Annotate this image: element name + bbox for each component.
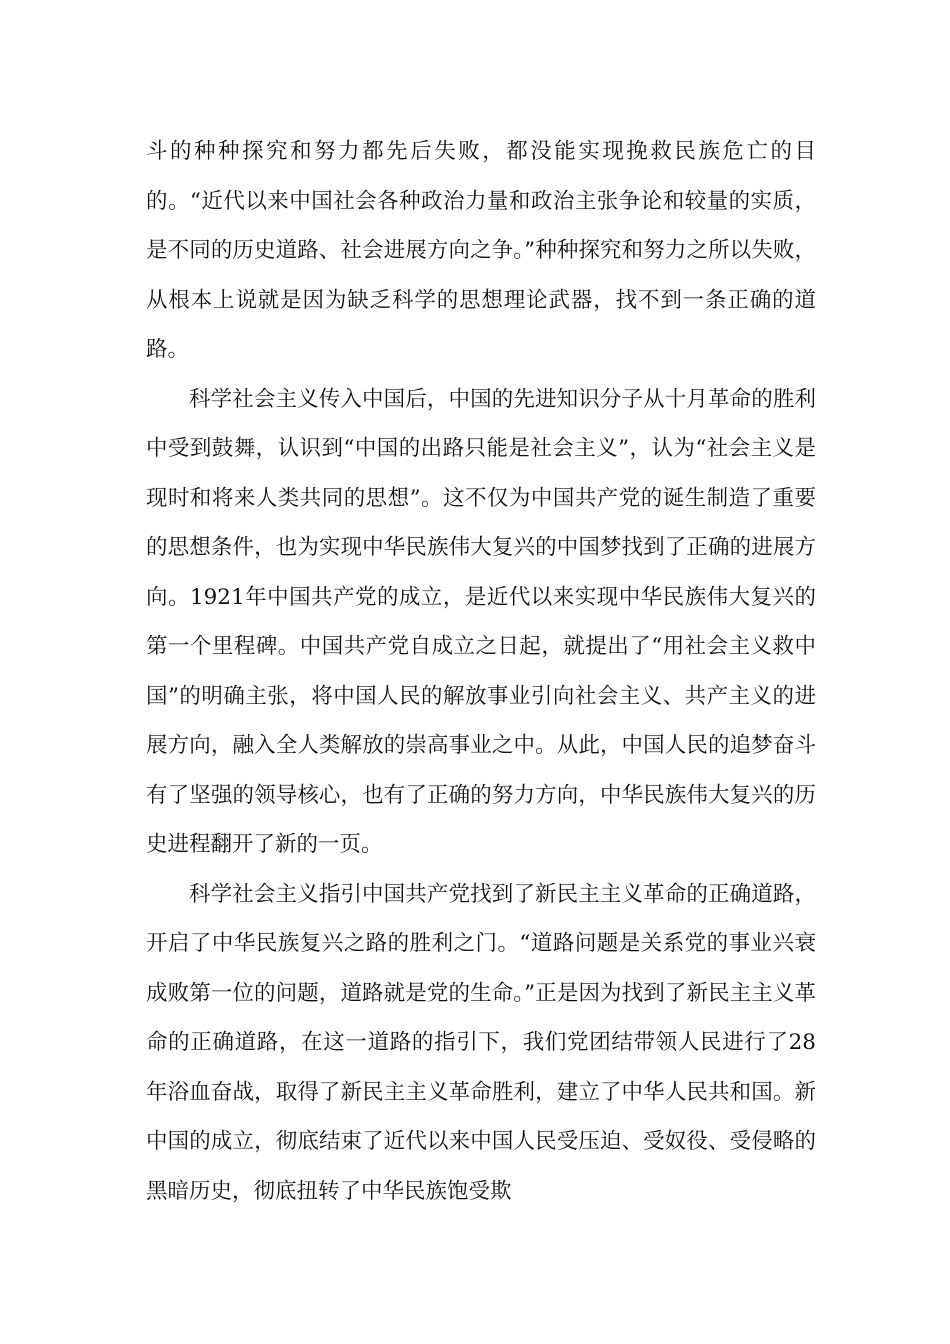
- paragraph-1: 斗的种种探究和努力都先后失败，都没能实现挽救民族危亡的目的。“近代以来中国社会各种政治力量和政治主张争论和较量的实质，是不同的历史道路、社会进展方向之争。”种种探究和努力之所以失败，从根本上说就是因为缺乏科学的思想理论武器，找不到一条正确的道路。: [146, 139, 816, 362]
- paragraph-2: 科学社会主义传入中国后，中国的先进知识分子从十月革命的胜利中受到鼓舞，认识到“中国的出路只能是社会主义”，认为“社会主义是现时和将来人类共同的思想”。这不仅为中国共产党的诞生制造了重要的思想条件，也为实现中华民族伟大复兴的中国梦找到了正确的进展方向。1921年中国共产党的成立，是近代以来实现中华民族伟大复兴的第一个里程碑。中国共产党自成立之日起，就提出了“用社会主义救中国”的明确主张，将中国人民的解放事业引向社会主义、共产主义的进展方向，融入全人类解放的崇高事业之中。从此，中国人民的追梦奋斗有了坚强的领导核心，也有了正确的努力方向，中华民族伟大复兴的历史进程翻开了新的一页。: [146, 386, 816, 857]
- body-text: [146, 127, 816, 1216]
- paragraph-3: 科学社会主义指引中国共产党找到了新民主主义革命的正确道路，开启了中华民族复兴之路的胜利之门。“道路问题是关系党的事业兴衰成败第一位的问题，道路就是党的生命。”正是因为找到了新民主主义革命的正确道路，在这一道路的指引下，我们党团结带领人民进行了28年浴血奋战，取得了新民主主义革命胜利，建立了中华人民共和国。新中国的成立，彻底结束了近代以来中国人民受压迫、受奴役、受侵略的黑暗历史，彻底扭转了中华民族饱受欺: [146, 881, 816, 1204]
